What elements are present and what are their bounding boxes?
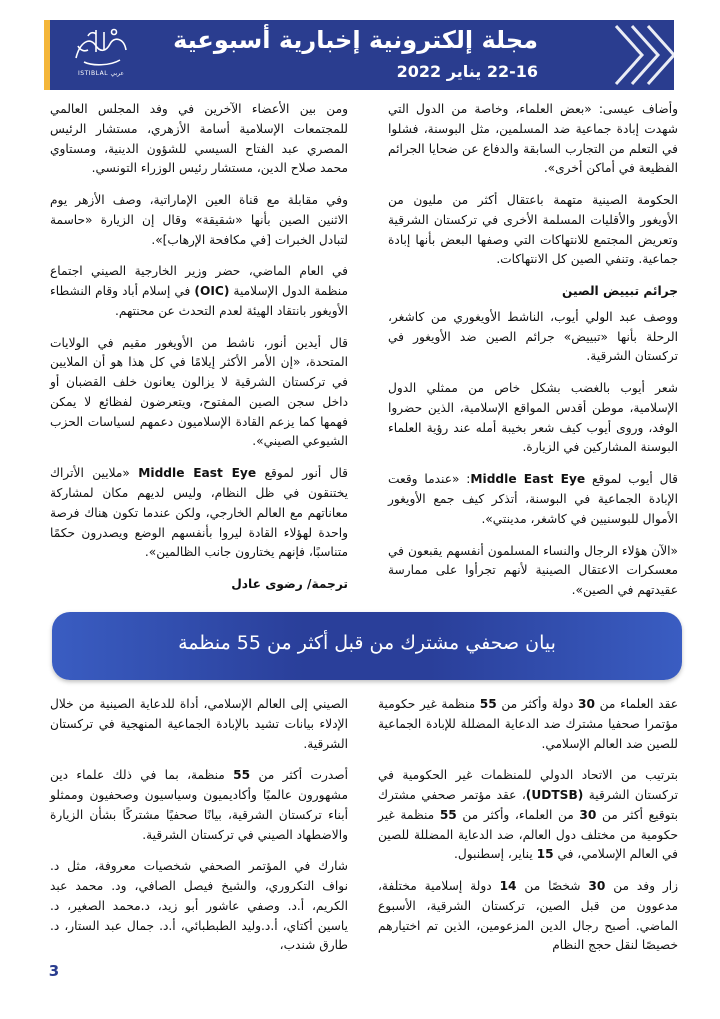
- text-span: في العام الماضي، حضر وزير الخارجية الصيني اجتماع منظمة الدول الإسلامية: [50, 264, 349, 299]
- text-span: زار وفد من: [613, 879, 679, 894]
- article1-right-column: [388, 100, 678, 613]
- article2-headline: بيان صحفي مشترك من قبل أكثر من 55 منظمة: [178, 632, 556, 654]
- paragraph: [50, 766, 348, 845]
- article1-left-column: [50, 100, 348, 607]
- paragraph: وفي مقابلة مع قناة العين الإماراتية، وصف الأزهر يوم الاثنين الصين بأنها «شقيقة» وقال إن الزيارة «حاسمة لتبادل الخبرات [في مكافحة الإرهاب]».: [50, 193, 348, 247]
- header-banner: [44, 20, 674, 90]
- paragraph: وأضاف عيسى: «بعض العلماء، وخاصة من الدول التي شهدت إبادة جماعية ضد المسلمين، مثل البوسنة، فشلوا في التعلم من التجارب السابقة والدفاع عن ضحايا الجرائم الفظيعة في أماكن أخرى».: [388, 102, 678, 176]
- text-span: قال أنور لموقع: [264, 466, 348, 481]
- text-span: قال أيوب لموقع: [592, 472, 678, 487]
- translator-signature: ترجمة/ رضوى عادل: [231, 577, 348, 592]
- text-span: دولة وأكثر من: [501, 697, 574, 711]
- text-span: «ملايين الأتراك يختنقون في ظل النظام، وليس لديهم مكان لمشاركة معاناتهم مع العالم الخارجي، ولكن عندما تكون هناك فرصة واحدة لهؤلاء القادة ليروا بأنفسهم الوضع ويصدرون حكمًا متناسبًا، فإنهم يختارون جانب الظالمين».: [50, 466, 348, 560]
- issue-date: 22-16 يناير 2022: [396, 62, 538, 81]
- source-name: Middle East Eye: [138, 466, 257, 481]
- text-span: أصدرت أكثر من: [258, 768, 349, 783]
- org-acronym: (OIC): [194, 284, 230, 299]
- number: 30: [588, 879, 606, 894]
- paragraph: «الآن هؤلاء الرجال والنساء المسلمون أنفسهم يقبعون في معسكرات الاعتقال الصينية لأنهم تجرأوا على ممارسة عقيدتهم في الصين».: [388, 543, 678, 598]
- paragraph: [378, 766, 678, 865]
- text-span: من العلماء، وأكثر من: [462, 807, 574, 822]
- paragraph: [50, 464, 348, 563]
- number: 30: [578, 697, 596, 711]
- article2-right-column: [378, 695, 678, 968]
- number: 30: [579, 807, 597, 822]
- text-span: عقد العلماء من: [599, 697, 679, 711]
- magazine-logo: [66, 22, 136, 88]
- logo-calligraphy-icon: [66, 22, 136, 70]
- article2-left-column: [50, 695, 348, 968]
- paragraph: الحكومة الصينية متهمة باعتقال أكثر من مليون من الأويغور والأقليات المسلمة الأخرى في تركستان الشرقية وتعريض المجتمع للانتهاكات التي وصفها البعض بأنها إبادة جماعية. وتنفي الصين كل الانتهاكات.: [388, 193, 678, 267]
- text-span: في إسلام أباد وقام النشطاء الأويغور بانتقاد الهيئة لعدم التحدث عن محنتهم.: [50, 284, 348, 318]
- text-span: : «عندما وقعت الإبادة الجماعية في البوسنة، أتذكر كيف جمع الأويغور الأموال للبوسنيين في كاشغر، مدينتي».: [388, 472, 678, 526]
- text-span: منظمة، بما في ذلك علماء دين مشهورون عالميًا وأكاديميون وسياسيون وصحفيون وممثلو أبناء تركستان الشرقية، بيانًا صحفيًا مشتركًا بشأن الزيارة والاضطهاد الصيني في تركستان الشرقية.: [50, 768, 348, 842]
- number: 14: [499, 879, 517, 894]
- paragraph: شعر أيوب بالغضب بشكل خاص من ممثلي الدول الإسلامية، موطن أقدس المواقع الإسلامية، الذين حضروا الوفد، وروى أيوب كيف شعر بخيبة أمله عند رؤية العلماء البوسنة المشاركين في الزيارة.: [388, 381, 678, 455]
- text-span: منظمة غير حكومية مؤتمرا صحفيا مشترك ضد الدعاية المضللة للإبادة الجماعية للصين ضد العالم الإسلامي.: [378, 697, 678, 751]
- source-name: Middle East Eye: [470, 472, 586, 487]
- text-span: منظمة غير حكومية من مختلف دول العالم، ضد الدعاية المضللة للصين في العالم الإسلامي، في: [378, 807, 678, 862]
- magazine-title: مجلة إلكترونية إخبارية أسبوعية: [173, 26, 538, 54]
- paragraph: [378, 877, 678, 956]
- paragraph: ومن بين الأعضاء الآخرين في وفد المجلس العالمي للمجتمعات الإسلامية أسامة الأزهري، مستشار الرئيس المصري عبد الفتاح السيسي للشؤون الدينية، ومستاوي محمد صلاح الدين، مستشار رئيس الوزراء التونسي.: [50, 102, 348, 176]
- page-number: 3: [48, 962, 60, 980]
- paragraph: قال أيدين أنور، ناشط من الأويغور مقيم في الولايات المتحدة، «إن الأمر الأكثر إيلامًا في كل هذا هو أن الملايين في تركستان الشرقية لا يزالون يعانون خلف القضبان أو داخل سجن الصين المفتوح، ويتعرضون لفظائع لا يمكن فهمها كما يزعم القادة الإسلاميون دعمهم لسياسات الحزب الشيوعي الصيني».: [50, 335, 348, 449]
- header-accent: [44, 20, 50, 90]
- number: 55: [479, 697, 497, 711]
- number: 15: [536, 847, 554, 862]
- number: 55: [233, 768, 251, 783]
- text-span: يناير، إسطنبول.: [454, 847, 533, 862]
- org-acronym: (UDTSB): [525, 788, 584, 803]
- number: 55: [439, 807, 457, 822]
- paragraph: الصيني إلى العالم الإسلامي، أداة للدعاية الصينية من خلال الإدلاء بيانات تشيد بالإبادة الجماعية المنهجية في تركستان الشرقية.: [50, 697, 348, 751]
- logo-text: ISTIBLAL عربي: [77, 70, 125, 77]
- article2-headline-banner: [52, 612, 682, 680]
- paragraph: ووصف عبد الولي أيوب، الناشط الأويغوري من كاشغر، الرحلة بأنها «تبييض» جرائم الصين ضد الأويغور في تركستان الشرقية.: [388, 309, 678, 364]
- paragraph: [378, 695, 678, 754]
- section-subheading: جرائم تبييض الصين: [562, 284, 678, 299]
- text-span: شخصًا من: [524, 879, 581, 894]
- text-span: دولة إسلامية مختلفة، مدعوون من قبل الصين، تركستان الشرقية، الأسبوع الماضي. أصبح رجال الدين المزعومين، الذين تم اختيارهم خصيصًا لنقل حجج النظام: [378, 879, 678, 953]
- text-span: ، عقد مؤتمر صحفي مشترك بتوقيع أكثر من: [378, 788, 679, 822]
- text-span: بترتيب من الاتحاد الدولي للمنظمات غير الحكومية في تركستان الشرقية: [378, 768, 679, 803]
- paragraph: [388, 470, 678, 529]
- paragraph: [50, 262, 348, 321]
- paragraph: شارك في المؤتمر الصحفي شخصيات معروفة، مثل د. نواف التكروري، والشيخ فيصل الصافي، ود. محمد عبد الكريم، أ.د. وصفي عاشور أبو زيد، د.محمد الصغير، د. ياسين أكتاي، أ.د.وليد الطبطبائي، أ.د. جمال عبد الستار، د. طارق شندب،: [50, 859, 348, 953]
